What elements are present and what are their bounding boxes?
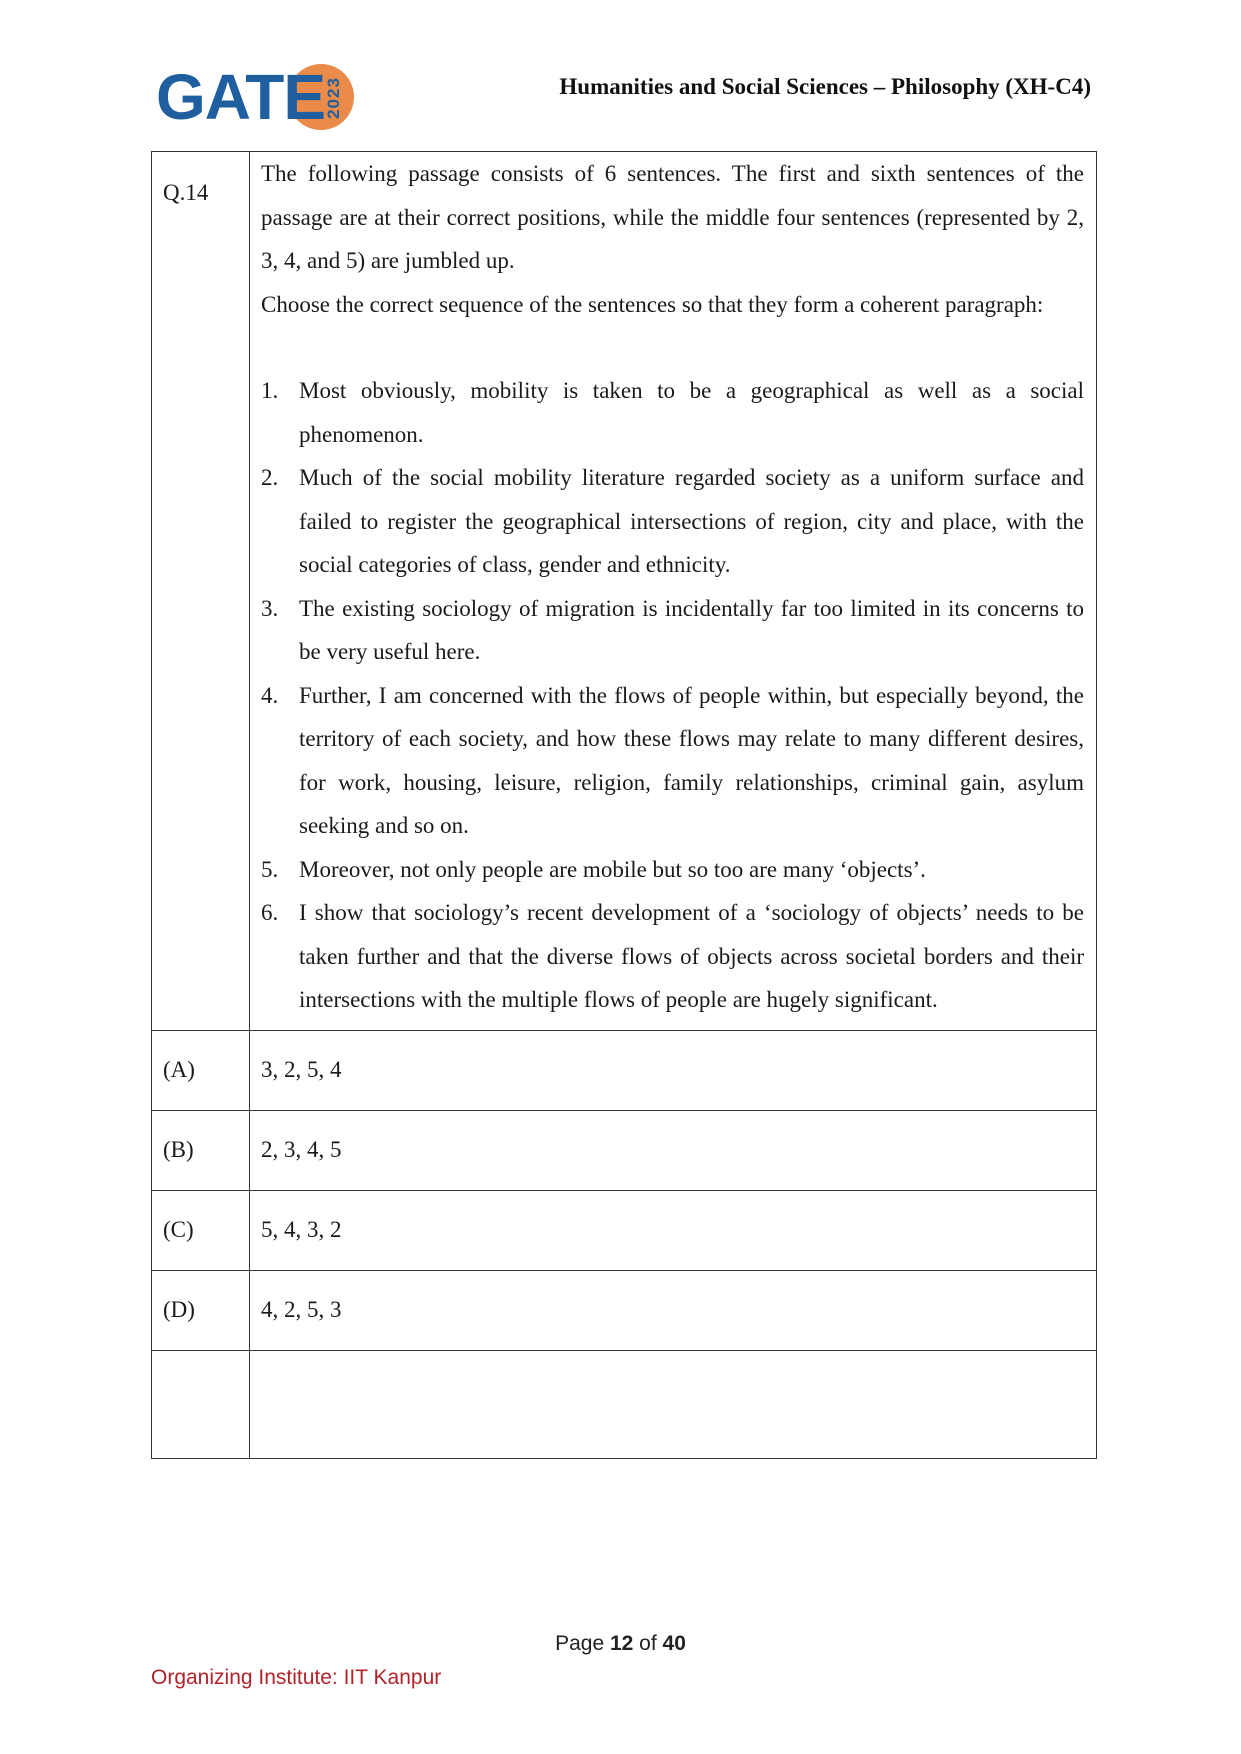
sentence-item: 4. Further, I am concerned with the flows of people within, but especially beyond, the territory of each society, and how these flows may relate to many different desires, for work, housing, leisure, religion, family relationships, criminal gain, asylum seeking and so on. xyxy=(261,682,1084,838)
organizing-institute: Organizing Institute: IIT Kanpur xyxy=(151,1666,442,1689)
blank-row xyxy=(152,1350,1097,1458)
option-row-a xyxy=(152,1030,1097,1110)
option-text: 5, 4, 3, 2 xyxy=(250,1190,1097,1270)
question-body xyxy=(250,152,1097,1031)
option-label: (A) xyxy=(152,1030,250,1110)
question-number: Q.14 xyxy=(152,152,250,1031)
option-row-d xyxy=(152,1270,1097,1350)
option-text: 2, 3, 4, 5 xyxy=(250,1110,1097,1190)
sentence-list xyxy=(261,369,1084,1022)
sentence-item: 1. Most obviously, mobility is taken to be a geographical as well as a social phenomenon. xyxy=(261,378,1084,447)
sentence-item: 3. The existing sociology of migration is incidentally far too limited in its concerns to be very useful here. xyxy=(261,595,1084,664)
option-row-b xyxy=(152,1110,1097,1190)
sentence-item: 6. I show that sociology’s recent development of a ‘sociology of objects’ needs to be taken further and that the diverse flows of objects across societal borders and their intersections with the multiple flows of people are hugely significant. xyxy=(261,900,1084,1012)
sentence-item: 5. Moreover, not only people are mobile but so too are many ‘objects’. xyxy=(261,856,926,882)
option-label: (D) xyxy=(152,1270,250,1350)
gate-logo xyxy=(156,62,356,132)
question-instruction: Choose the correct sequence of the sentences so that they form a coherent paragraph: xyxy=(261,291,1044,317)
sentence-item: 2. Much of the social mobility literature regarded society as a uniform surface and failed to register the geographical intersections of region, city and place, with the social categories of class, gender and ethnicity. xyxy=(261,465,1084,577)
option-row-c xyxy=(152,1190,1097,1270)
question-table xyxy=(151,151,1097,1459)
page-number: Page 12 of 40 xyxy=(555,1632,686,1655)
question-row xyxy=(152,152,1097,1031)
option-label: (C) xyxy=(152,1190,250,1270)
option-label: (B) xyxy=(152,1110,250,1190)
question-intro: The following passage consists of 6 sentences. The first and sixth sentences of the passage are at their correct positions, while the middle four sentences (represented by 2, 3, 4, and 5) are jumbled up. xyxy=(261,161,1084,273)
logo-year: 2023 xyxy=(324,77,343,119)
option-text: 4, 2, 5, 3 xyxy=(250,1270,1097,1350)
option-text: 3, 2, 5, 4 xyxy=(250,1030,1097,1110)
page-header-title: Humanities and Social Sciences – Philosophy (XH-C4) xyxy=(559,74,1091,99)
logo-text: GATE xyxy=(156,61,326,133)
